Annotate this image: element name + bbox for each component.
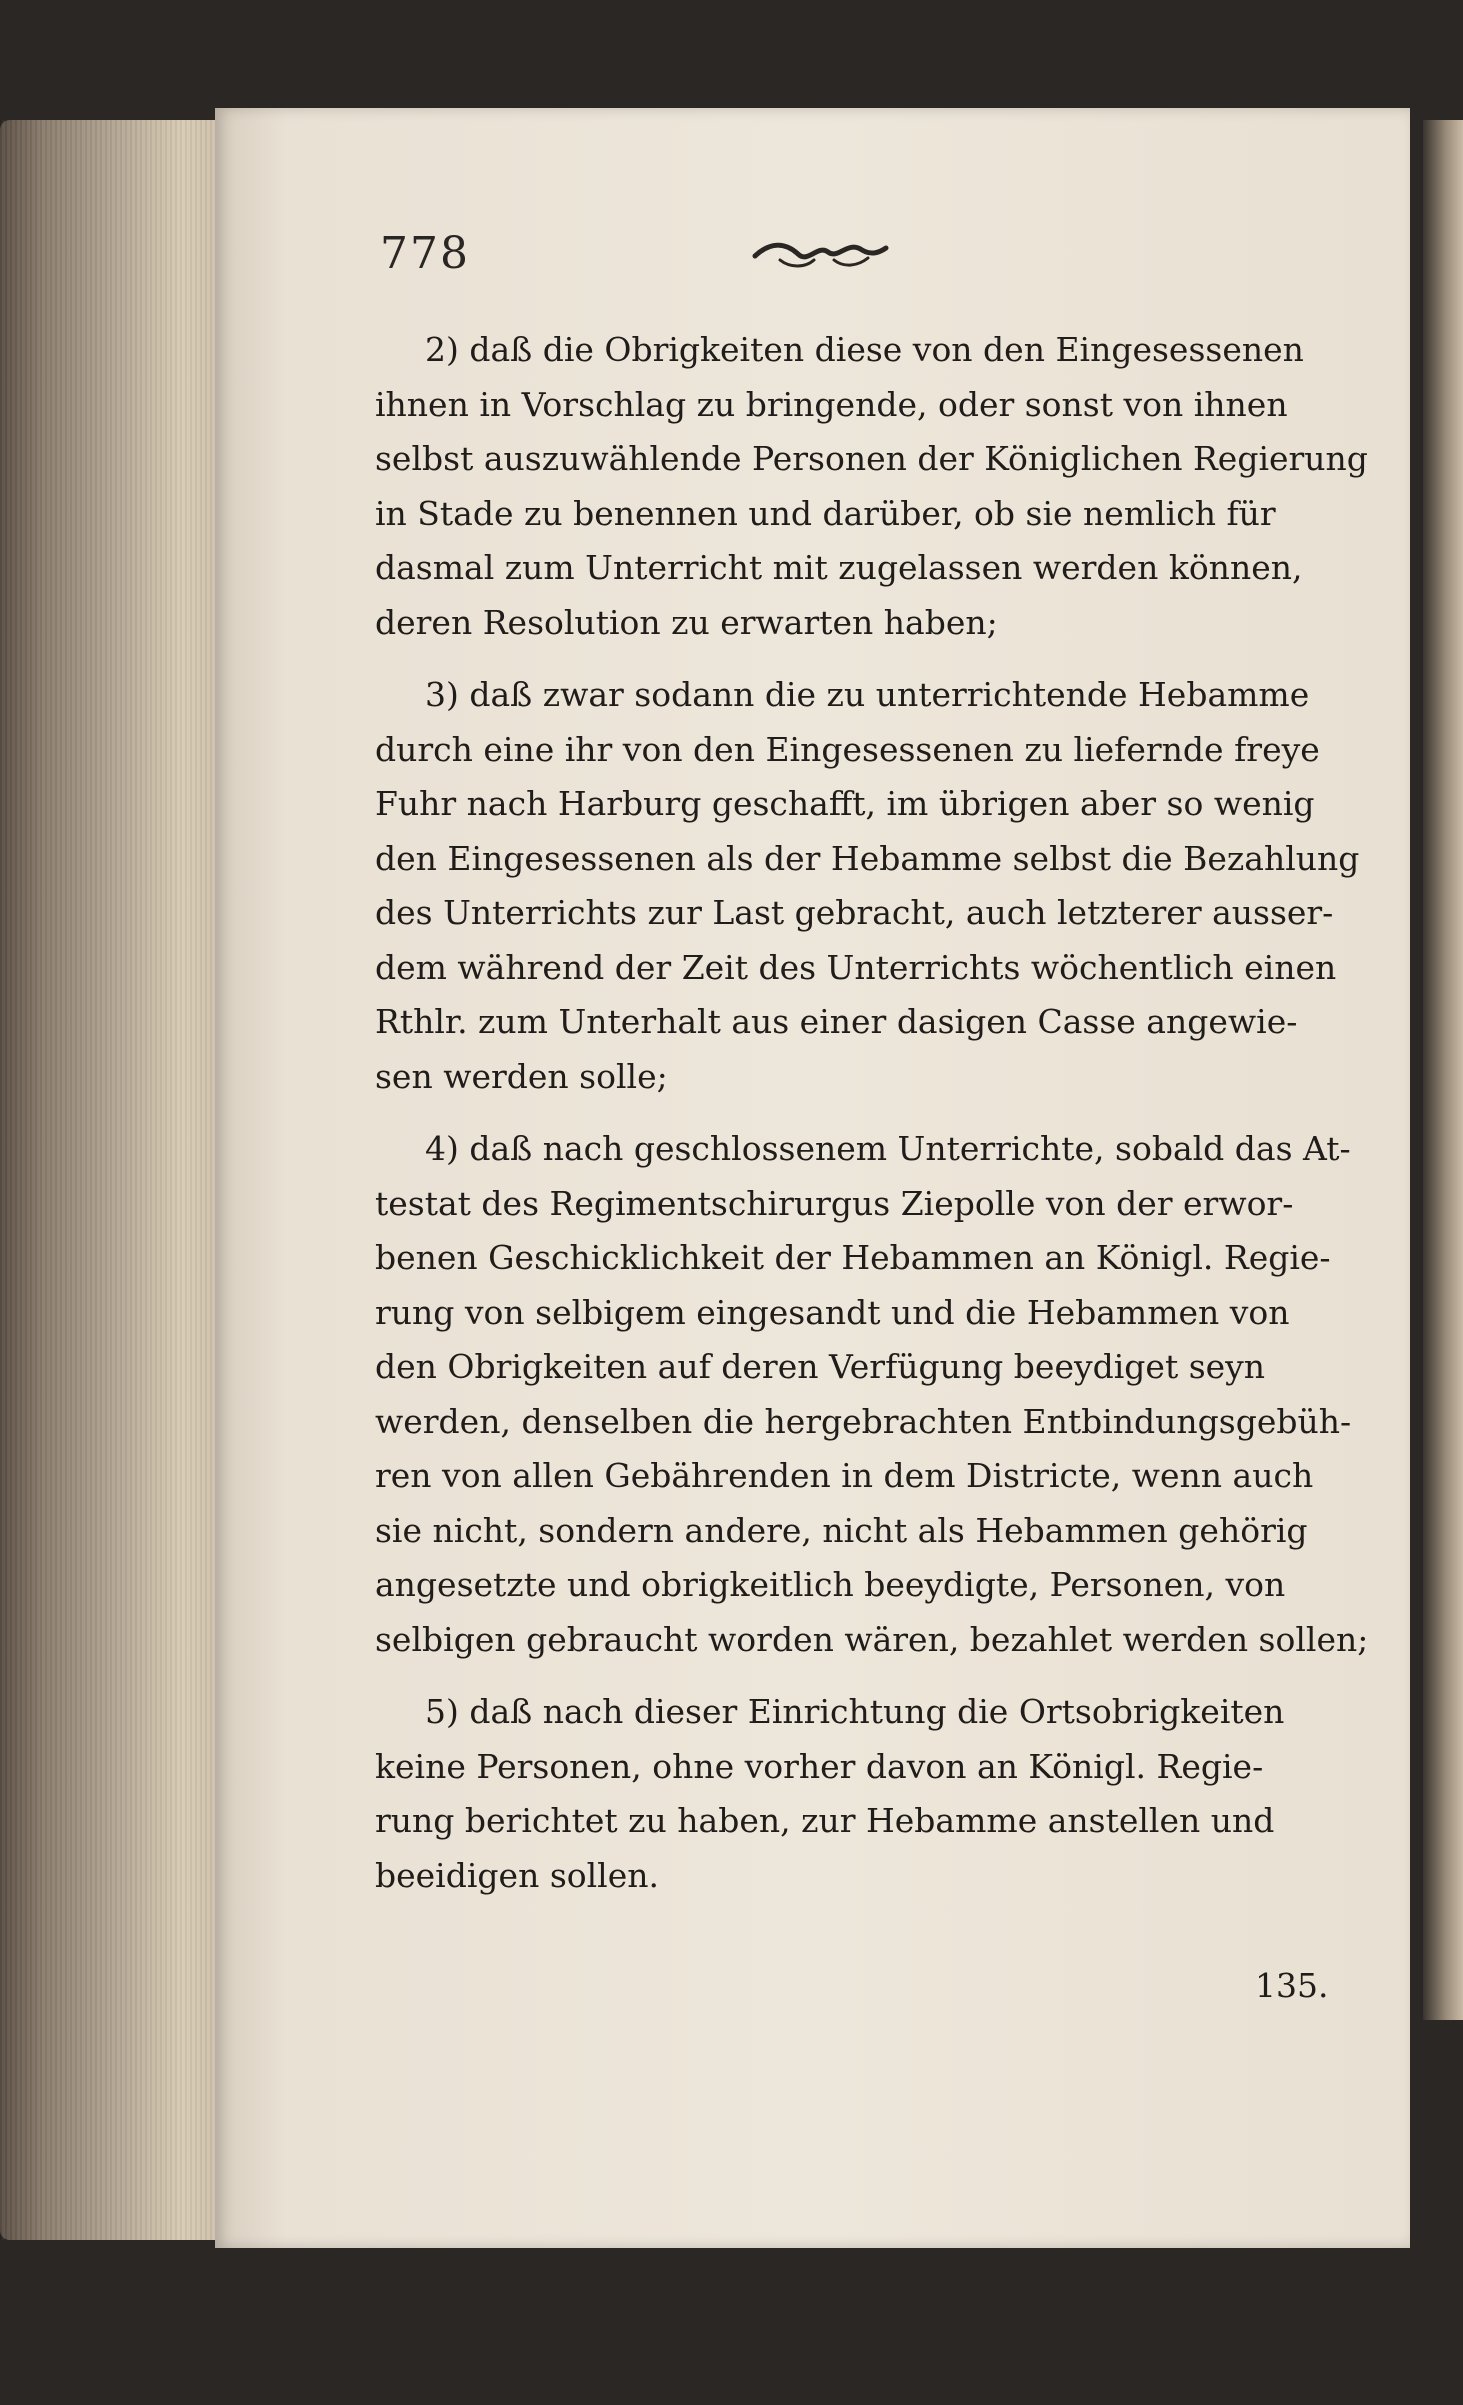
- page-header: [380, 228, 1260, 298]
- text-line: den Eingesessenen als der Hebamme selbst die Bezahlung: [375, 838, 1360, 878]
- text-line: selbigen gebraucht worden wären, bezahlet werden sollen;: [375, 1619, 1369, 1659]
- book-page: [215, 108, 1410, 2248]
- text-line: deren Resolution zu erwarten haben;: [375, 602, 998, 642]
- text-line: durch eine ihr von den Eingesessenen zu liefernde freye: [375, 729, 1320, 769]
- paragraph-4: [375, 1122, 1369, 1667]
- text-line: sen werden solle;: [375, 1056, 668, 1096]
- text-line: selbst auszuwählende Personen der Königlichen Regierung: [375, 439, 1368, 478]
- book-page-edges: [0, 120, 215, 2240]
- paragraph-5: [375, 1685, 1335, 1903]
- text-line: sie nicht, sondern andere, nicht als Hebammen gehörig: [375, 1510, 1308, 1550]
- text-line: benen Geschicklichkeit der Hebammen an Königl. Regie-: [375, 1238, 1331, 1277]
- text-line: werden, denselben die hergebrachten Entbindungsgebüh-: [375, 1401, 1352, 1441]
- text-line: Rthlr. zum Unterhalt aus einer dasigen Casse angewie-: [375, 1002, 1298, 1041]
- text-line: rung berichtet zu haben, zur Hebamme anstellen und: [375, 1801, 1275, 1840]
- text-line: dem während der Zeit des Unterrichts wöchentlich einen: [375, 947, 1337, 987]
- text-line: rung von selbigem eingesandt und die Hebammen von: [375, 1292, 1290, 1332]
- text-line: ren von allen Gebährenden in dem Districte, wenn auch: [375, 1456, 1314, 1495]
- catchword: 135.: [1255, 1966, 1329, 2005]
- text-line: 3) daß zwar sodann die zu unterrichtende Hebamme: [425, 675, 1310, 714]
- text-line: 2) daß die Obrigkeiten diese von den Eingesessenen: [425, 330, 1304, 369]
- text-line: angesetzte und obrigkeitlich beeydigte, Personen, von: [375, 1565, 1286, 1604]
- text-line: testat des Regimentschirurgus Ziepolle von der erwor-: [375, 1183, 1294, 1223]
- text-line: 4) daß nach geschlossenem Unterrichte, sobald das At-: [425, 1129, 1351, 1168]
- main-text: [375, 323, 1369, 1903]
- paragraph-2: [375, 323, 1368, 650]
- text-line: Fuhr nach Harburg geschafft, im übrigen aber so wenig: [375, 784, 1315, 823]
- text-line: ihnen in Vorschlag zu bringende, oder sonst von ihnen: [375, 384, 1288, 424]
- text-line: in Stade zu benennen und darüber, ob sie nemlich für: [375, 493, 1276, 533]
- text-line: den Obrigkeiten auf deren Verfügung beeydiget seyn: [375, 1347, 1266, 1386]
- page-number: 778: [380, 228, 470, 279]
- ornament-fleuron-icon: [750, 234, 890, 278]
- text-line: des Unterrichts zur Last gebracht, auch letzterer ausser-: [375, 893, 1334, 932]
- next-page-edge: [1423, 120, 1463, 2020]
- text-line: dasmal zum Unterricht mit zugelassen werden können,: [375, 548, 1303, 587]
- text-line: keine Personen, ohne vorher davon an Königl. Regie-: [375, 1746, 1264, 1786]
- text-line: beeidigen sollen.: [375, 1855, 659, 1895]
- paragraph-3: [375, 668, 1360, 1104]
- text-line: 5) daß nach dieser Einrichtung die Ortsobrigkeiten: [425, 1692, 1285, 1731]
